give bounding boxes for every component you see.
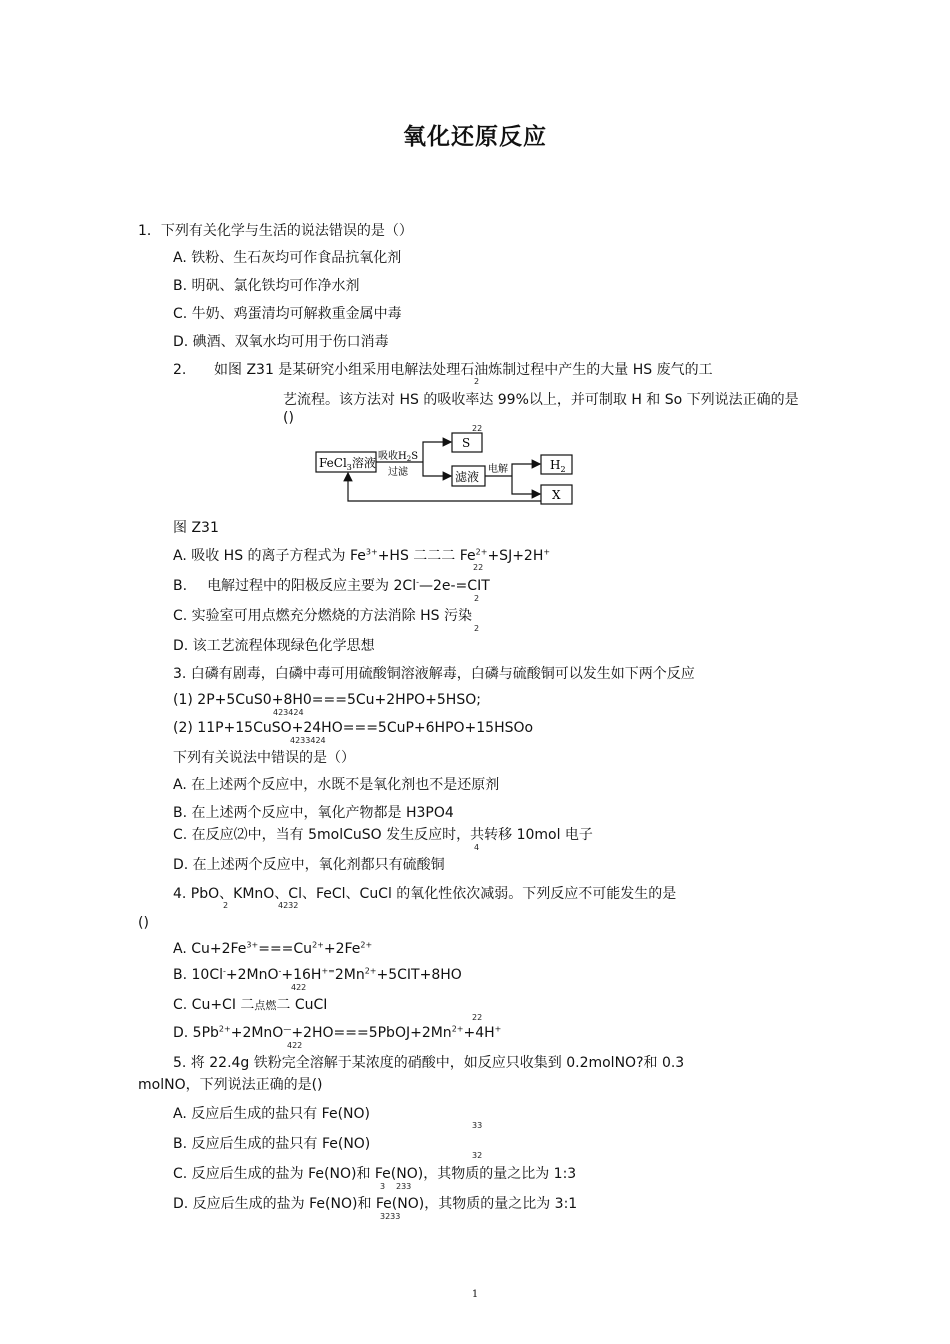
q2-stem-line3: (): [283, 410, 294, 426]
electrolysis-label: 电解: [488, 464, 508, 475]
q3-reaction-2-sub: 4233424: [290, 736, 326, 745]
q4-paren: (): [138, 915, 149, 931]
q2-option-c: C. 实验室可用点燃充分燃烧的方法消除 HS 污染: [173, 608, 472, 624]
q5-stem-line2: molNO，下列说法正确的是(): [138, 1077, 323, 1093]
q3-option-c: C. 在反应⑵中，当有 5molCuSO 发生反应时，共转移 10mol 电子: [173, 827, 593, 843]
q2-option-c-sub: 2: [474, 624, 480, 633]
s-label: S: [462, 436, 471, 450]
h2-label: $H_2$: [550, 458, 566, 474]
filter-label: 过滤: [388, 467, 408, 478]
q1-option-b: B. 明矾、氯化铁均可作净水剂: [173, 278, 360, 294]
q5-option-d-sub: 3233: [380, 1212, 401, 1221]
page-title: 氧化还原反应: [403, 124, 547, 150]
q5-option-b: B. 反应后生成的盐只有 Fe(NO): [173, 1136, 371, 1152]
q5-option-a-sub: 33: [472, 1121, 483, 1130]
q4-stem-sub1: 2: [223, 901, 229, 910]
q3-option-a: A. 在上述两个反应中，水既不是氧化剂也不是还原剂: [173, 777, 500, 793]
q2-stem-line1: 如图 Z31 是某研究小组采用电解法处理石油炼制过程中产生的大量 HS 废气的工: [214, 362, 713, 378]
q4-option-a: A. $Cu+2Fe^{3+}===Cu^{2+}+2Fe^{2+}$: [173, 940, 373, 957]
q2-stem-line2: 艺流程。该方法对 HS 的吸收率达 99%以上，并可制取 H 和 So 下列说法正确的是: [283, 392, 799, 408]
arrow-to-h2: [512, 464, 540, 476]
q2-option-a: A. 吸收 HS 的离子方程式为 $Fe^{3+}+HS$ 二二二 $Fe^{2+}+SJ+2H^+$: [173, 547, 551, 564]
q2-stem-sub2: 22: [472, 424, 483, 433]
q5-option-b-sub: 32: [472, 1151, 483, 1160]
q5-option-c: C. 反应后生成的盐为 Fe(NO)和 Fe(NO)，其物质的量之比为 1:3: [173, 1166, 577, 1182]
q2-stem-sub1: 2: [474, 377, 480, 386]
arrow-to-x: [512, 476, 540, 494]
q2-option-a-sub: 22: [473, 563, 484, 572]
q5-option-c-sub2: 233: [396, 1182, 412, 1191]
q4-option-b: B. $10Cl^-+2MnO^-+16H^{+=}2Mn^{2+}+5CIT+8HO$: [173, 966, 462, 983]
q1-stem: 1．下列有关化学与生活的说法错误的是（）: [138, 223, 413, 239]
q3-reaction-1: (1) 2P+5CuS0+8H0===5Cu+2HPO+5HSO;: [173, 692, 481, 708]
q5-option-a: A. 反应后生成的盐只有 Fe(NO): [173, 1106, 370, 1122]
fecl3-label: FeCl$_3$溶液: [319, 456, 376, 472]
absorb-label: 吸收$H_2S$: [378, 451, 419, 463]
q1-option-c: C. 牛奶、鸡蛋清均可解救重金属中毒: [173, 306, 402, 322]
q1-option-d: D. 碘酒、双氧水均可用于伤口消毒: [173, 334, 389, 350]
q4-option-b-sub: 422: [291, 983, 307, 992]
arrow-to-s: [423, 442, 451, 462]
q4-option-c: C. Cu+CI 二点燃二 CuCI: [173, 997, 328, 1013]
q4-option-c-sub: 22: [472, 1013, 483, 1022]
flow-diagram: [310, 430, 580, 510]
q4-stem: 4. PbO、KMnO、Cl、FeCl、CuCl 的氧化性依次减弱。下列反应不可能发生的是: [173, 886, 677, 902]
figure-caption: 图 Z31: [173, 520, 219, 536]
q2-number: 2.: [173, 362, 187, 378]
q3-reaction-2: (2) 11P+15CuSO+24HO===5CuP+6HPO+15HSOo: [173, 720, 534, 736]
q2-option-b: B. 电解过程中的阳极反应主要为 2Cl-—2e-=CIT: [173, 577, 490, 594]
q1-option-a: A. 铁粉、生石灰均可作食品抗氧化剂: [173, 250, 402, 266]
q3-option-c-sub: 4: [474, 843, 480, 852]
arrow-to-filtrate: [423, 462, 451, 476]
q5-option-c-sub1: 3: [380, 1182, 386, 1191]
q3-option-b: B. 在上述两个反应中，氧化产物都是 H3PO4: [173, 805, 454, 821]
page-number: 1: [471, 1289, 479, 1300]
q4-stem-sub2: 4232: [278, 901, 299, 910]
q2-option-b-sub: 2: [474, 594, 480, 603]
q5-option-d: D. 反应后生成的盐为 Fe(NO)和 Fe(NO)，其物质的量之比为 3:1: [173, 1196, 578, 1212]
q5-stem-line1: 5. 将 22.4g 铁粉完全溶解于某浓度的硝酸中，如反应只收集到 0.2molNO?和 0.3: [173, 1055, 685, 1071]
filtrate-label: 滤液: [455, 470, 480, 484]
q3-reaction-1-sub: 423424: [273, 708, 304, 717]
q4-option-d-sub: 422: [287, 1041, 303, 1050]
q3-ask: 下列有关说法中错误的是（）: [173, 750, 355, 766]
q2-option-d: D. 该工艺流程体现绿色化学思想: [173, 638, 375, 654]
q3-stem: 3. 白磷有剧毒，白磷中毒可用硫酸铜溶液解毒，白磷与硫酸铜可以发生如下两个反应: [173, 666, 695, 682]
q4-option-d: D. $5Pb^{2+}+2MnO^—+2HO===5PbOJ+2Mn^{2+}+4H^+$: [173, 1024, 502, 1041]
x-label: X: [552, 488, 561, 502]
q3-option-d: D. 在上述两个反应中，氧化剂都只有硫酸铜: [173, 857, 445, 873]
